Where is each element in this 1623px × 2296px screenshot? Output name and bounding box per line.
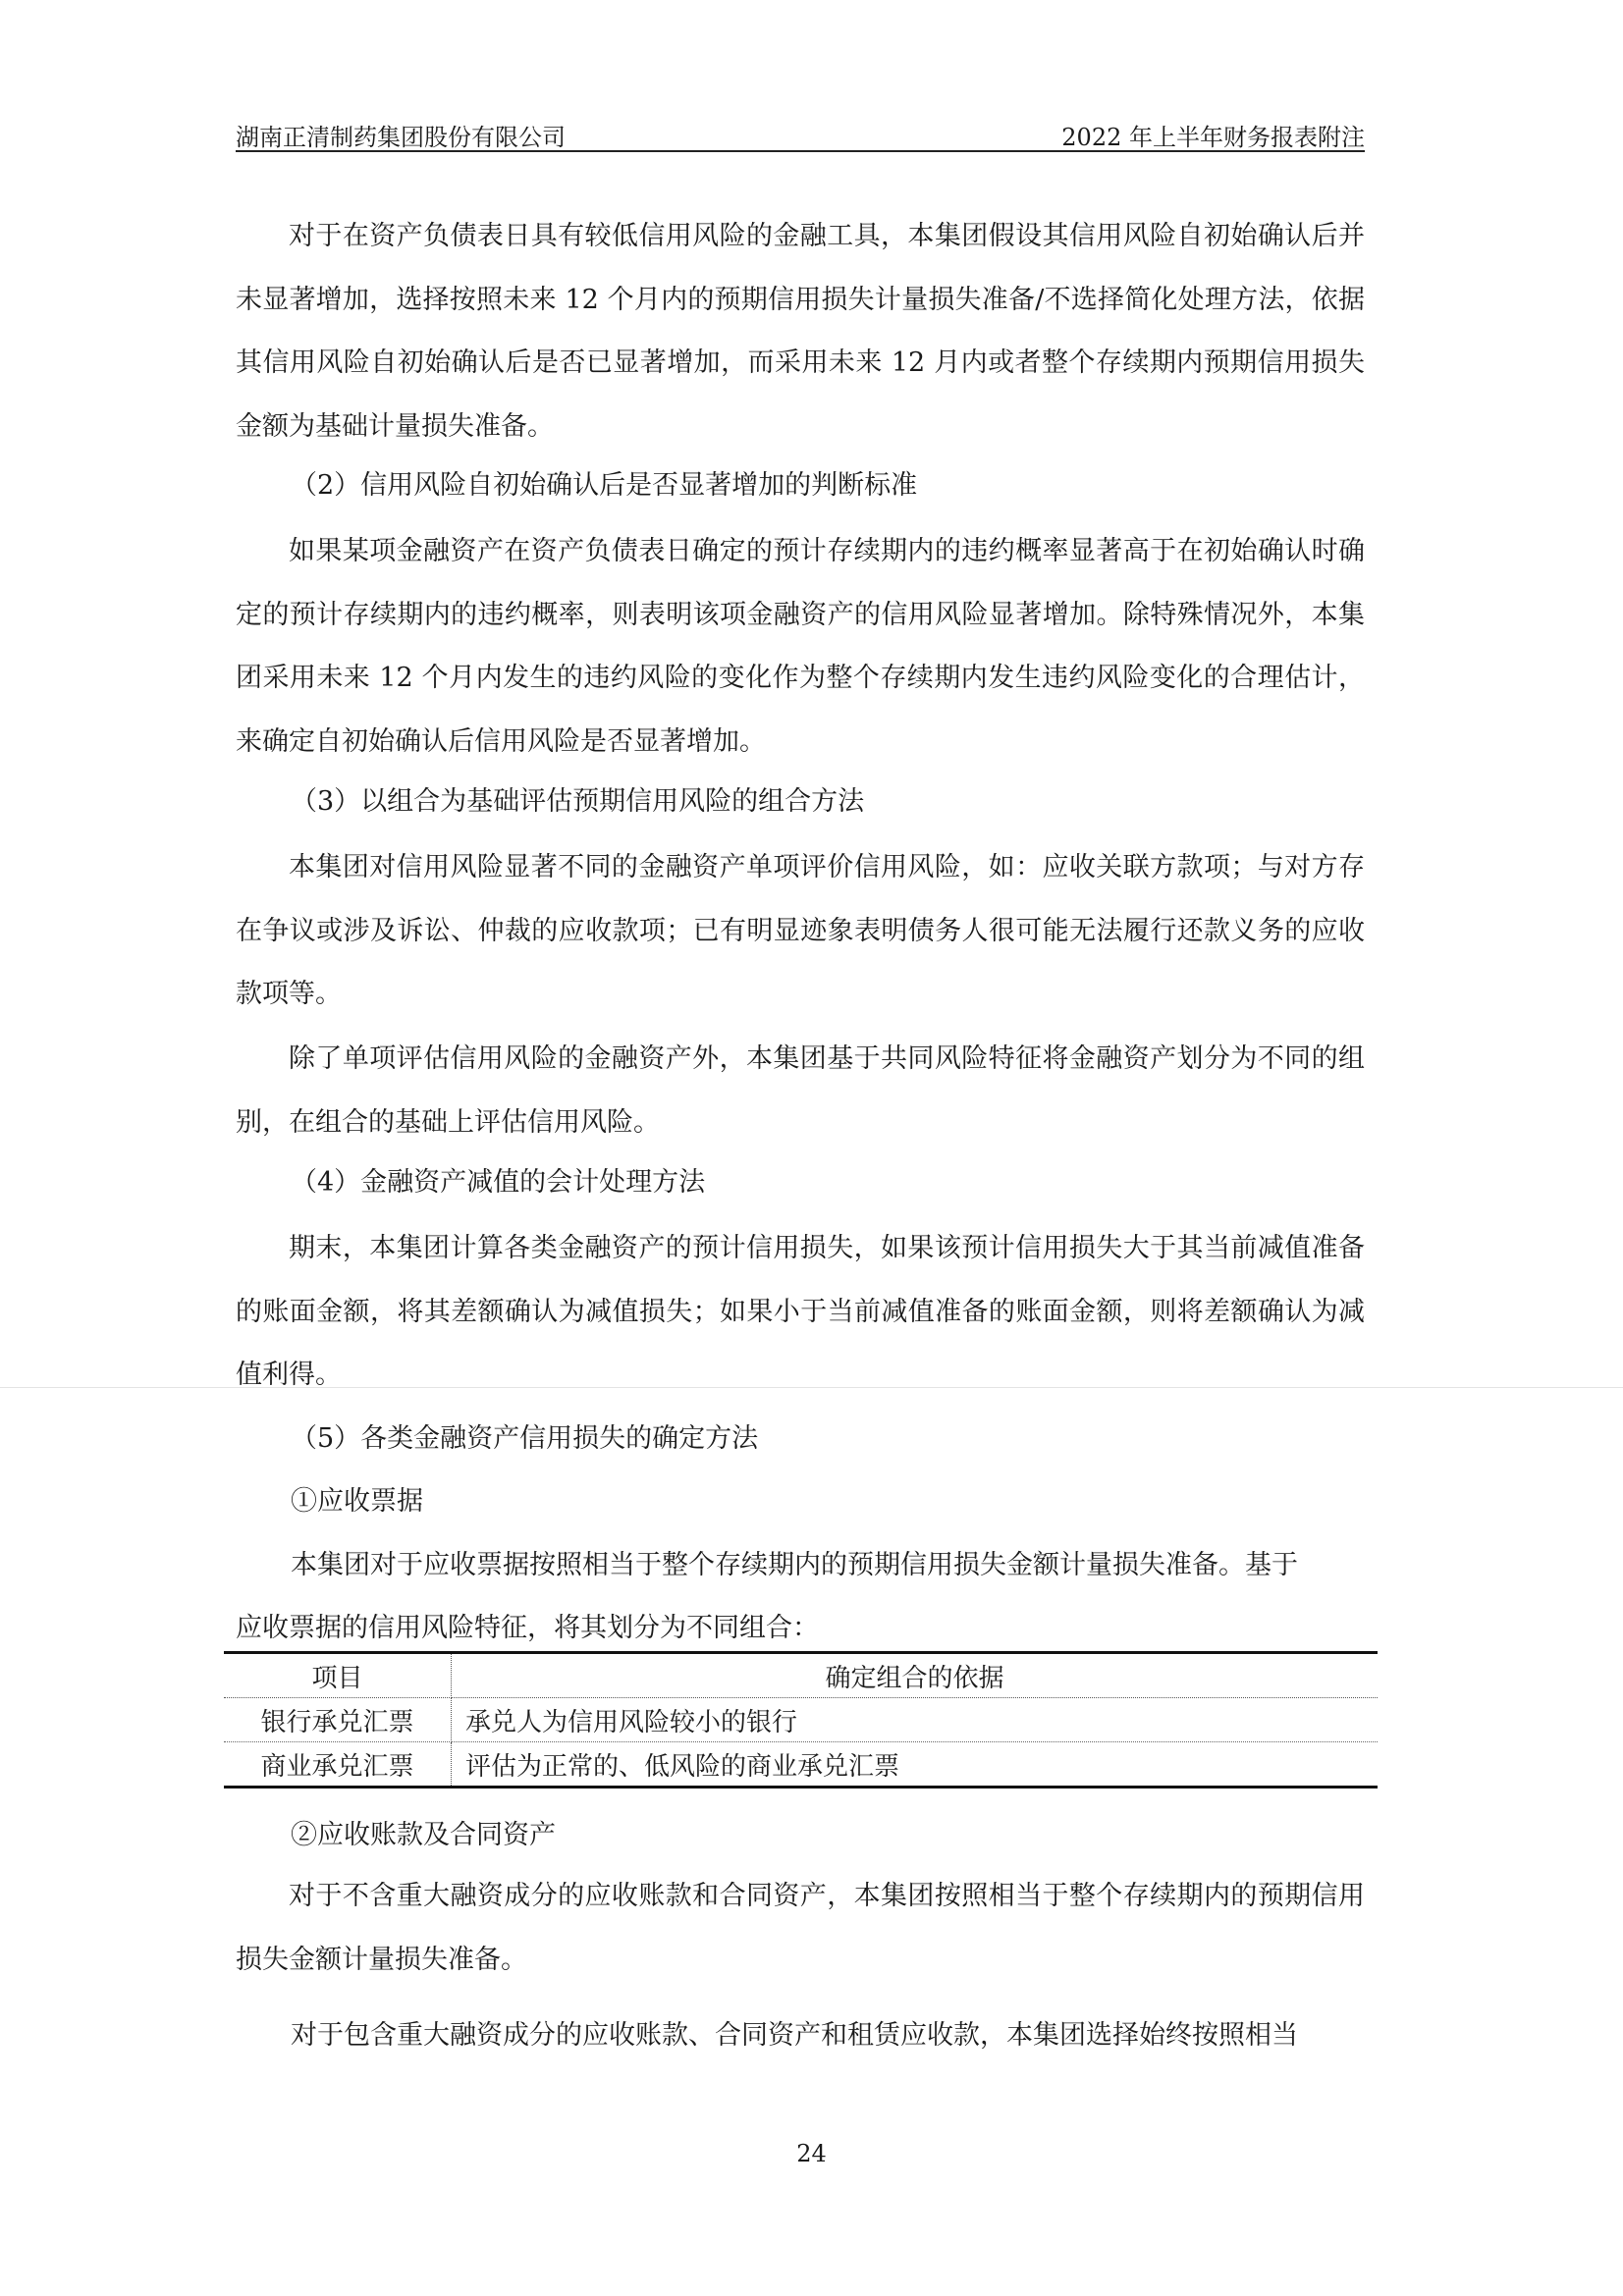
paragraph-notes-receivable-line2: 应收票据的信用风险特征，将其划分为不同组合： bbox=[236, 1613, 819, 1643]
table-cell-basis: 承兑人为信用风险较小的银行 bbox=[452, 1698, 1379, 1742]
subheading-notes-receivable: ①应收票据 bbox=[291, 1486, 423, 1517]
paragraph-group-assessment: 除了单项评估信用风险的金融资产外，本集团基于共同风险特征将金融资产划分为不同的组别，在组合的基础上评估信用风险。 bbox=[236, 1043, 1365, 1138]
scan-artifact-line bbox=[0, 1387, 1623, 1388]
page-header bbox=[236, 110, 1365, 149]
table-header-row bbox=[224, 1653, 1378, 1698]
paragraph-low-credit-risk: 对于在资产负债表日具有较低信用风险的金融工具，本集团假设其信用风险自初始确认后并未显著增加，选择按照未来 12 个月内的预期信用损失计量损失准备/不选择简化处理方法，依据其信用风险自初始确认后是否已显著增加，而采用未来 12 月内或者整个存续期内预期信用损失金额为基础计量损失准备。 bbox=[236, 221, 1365, 442]
paragraph-no-financing-component: 对于不含重大融资成分的应收账款和合同资产，本集团按照相当于整个存续期内的预期信用损失金额计量损失准备。 bbox=[236, 1881, 1365, 1975]
paragraph-default-probability: 如果某项金融资产在资产负债表日确定的预计存续期内的违约概率显著高于在初始确认时确定的预计存续期内的违约概率，则表明该项金融资产的信用风险显著增加。除特殊情况外，本集团采用未来 12 个月内发生的违约风险的变化作为整个存续期内发生违约风险变化的合理估计，来确定自初始确认后信用风险是否显著增加。 bbox=[236, 536, 1365, 757]
header-company: 湖南正清制药集团股份有限公司 bbox=[236, 124, 566, 151]
heading-portfolio-method: （3）以组合为基础评估预期信用风险的组合方法 bbox=[291, 786, 865, 817]
table-header-basis: 确定组合的依据 bbox=[452, 1653, 1379, 1698]
page-number: 24 bbox=[796, 2140, 827, 2167]
table-cell-item: 商业承兑汇票 bbox=[224, 1742, 452, 1788]
heading-impairment-accounting: （4）金融资产减值的会计处理方法 bbox=[291, 1167, 706, 1198]
table-cell-basis: 评估为正常的、低风险的商业承兑汇票 bbox=[452, 1742, 1379, 1788]
header-report-title: 2022 年上半年财务报表附注 bbox=[1061, 124, 1365, 151]
header-rule bbox=[236, 150, 1365, 152]
table-row bbox=[224, 1742, 1378, 1788]
heading-credit-loss-methods: （5）各类金融资产信用损失的确定方法 bbox=[291, 1423, 759, 1454]
table-header-item: 项目 bbox=[224, 1653, 452, 1698]
paragraph-impairment-accounting: 期末，本集团计算各类金融资产的预计信用损失，如果该预计信用损失大于其当前减值准备的账面金额，将其差额确认为减值损失；如果小于当前减值准备的账面金额，则将差额确认为减值利得。 bbox=[236, 1233, 1365, 1390]
notes-receivable-portfolio-table bbox=[224, 1651, 1378, 1789]
paragraph-individual-assessment: 本集团对信用风险显著不同的金融资产单项评价信用风险，如：应收关联方款项；与对方存在争议或涉及诉讼、仲裁的应收款项；已有明显迹象表明债务人很可能无法履行还款义务的应收款项等。 bbox=[236, 852, 1365, 1009]
subheading-accounts-receivable: ②应收账款及合同资产 bbox=[291, 1820, 556, 1850]
paragraph-notes-receivable-line1: 本集团对于应收票据按照相当于整个存续期内的预期信用损失金额计量损失准备。基于 bbox=[291, 1550, 1298, 1580]
heading-significant-increase: （2）信用风险自初始确认后是否显著增加的判断标准 bbox=[291, 470, 918, 501]
paragraph-financing-component: 对于包含重大融资成分的应收账款、合同资产和租赁应收款，本集团选择始终按照相当 bbox=[291, 2020, 1298, 2051]
table-row bbox=[224, 1698, 1378, 1742]
table-cell-item: 银行承兑汇票 bbox=[224, 1698, 452, 1742]
